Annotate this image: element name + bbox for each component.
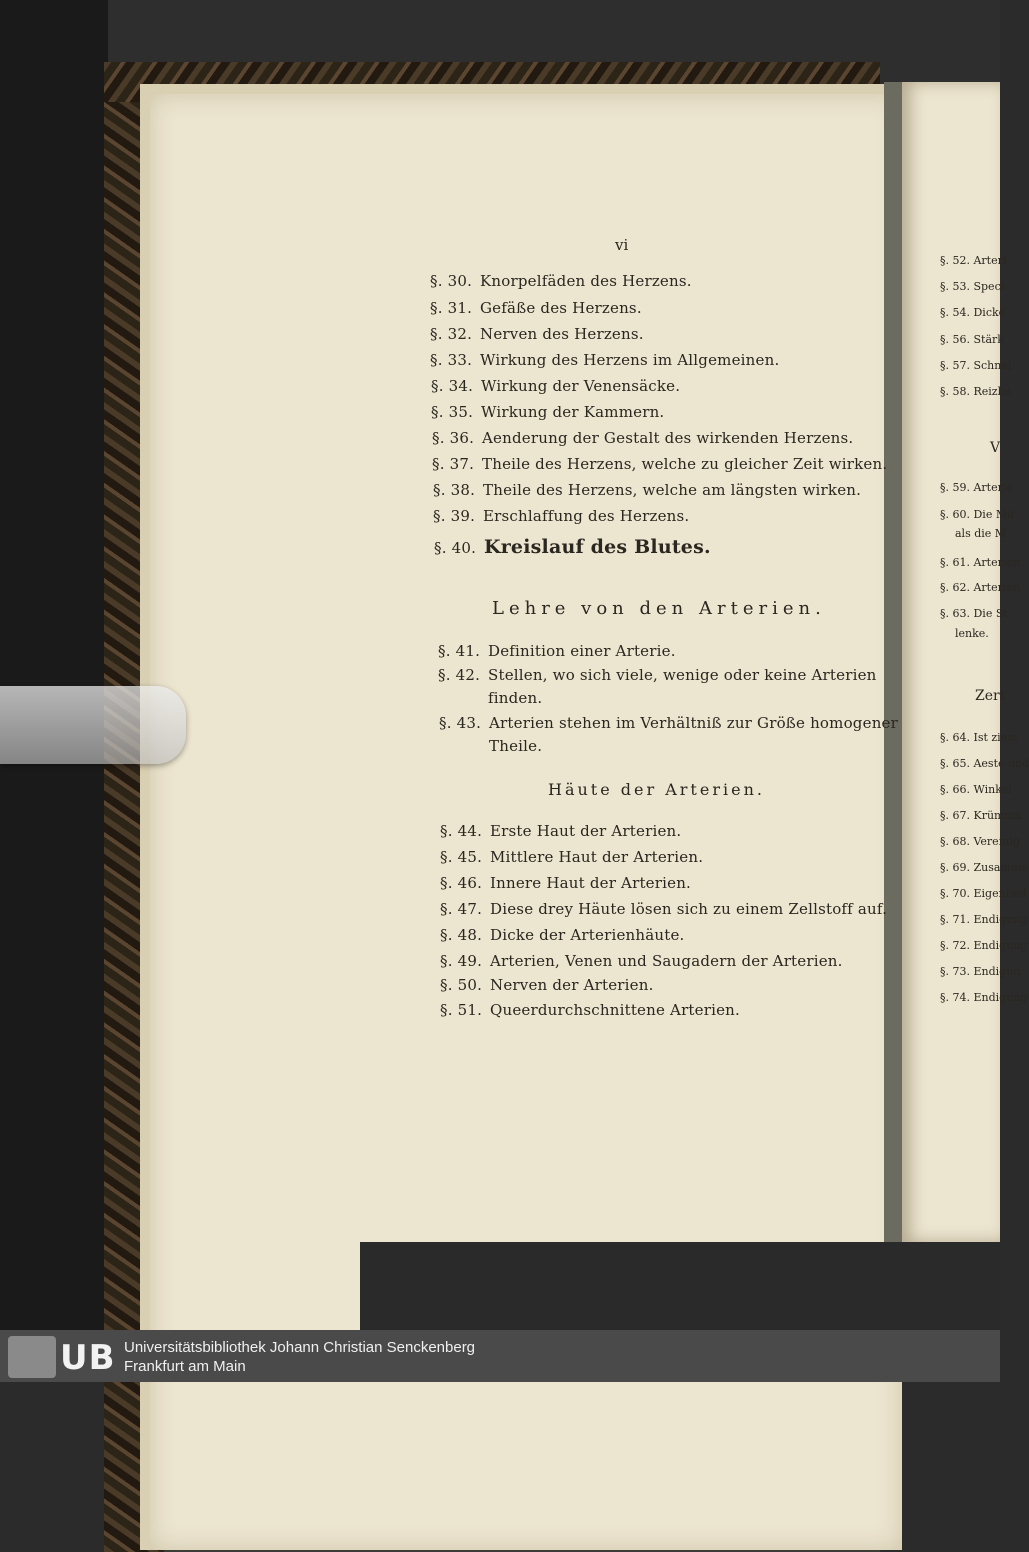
library-name: Universitätsbibliothek Johann Christian Senckenberg: [124, 1339, 476, 1356]
dark-background-bottom: [360, 1242, 1000, 1330]
section-title: Wirkung der Kammern.: [481, 403, 665, 421]
toc-entry: [432, 429, 853, 447]
facing-page-entry: §. 53. Speci: [940, 280, 1005, 293]
section-number: §. 37.: [432, 455, 475, 473]
toc-entry: [440, 848, 703, 866]
toc-entry: [440, 822, 681, 840]
section-title: Aenderung der Gestalt des wirkenden Herzens.: [482, 429, 854, 447]
section-title: Theile des Herzens, welche zu gleicher Zeit wirken.: [482, 455, 888, 473]
page-number: vi: [615, 236, 629, 254]
section-number: §. 49.: [440, 952, 483, 970]
facing-page-entry: §. 63. Die St: [940, 607, 1008, 620]
section-title: Stellen, wo sich viele, wenige oder keine Arterien: [488, 666, 877, 684]
facing-page-entry: §. 73. Endigun: [940, 965, 1021, 978]
section-title: Wirkung des Herzens im Allgemeinen.: [480, 351, 780, 369]
toc-entry: [440, 900, 887, 918]
toc-entry: [430, 351, 779, 369]
section-heading: Lehre von den Arterien.: [492, 598, 826, 619]
facing-page-entry: §. 52. Arteri: [940, 254, 1007, 267]
section-number: §. 47.: [440, 900, 483, 918]
section-number: §. 41.: [438, 642, 481, 660]
toc-entry: [440, 926, 685, 944]
facing-page-entry-continuation: lenke.: [955, 627, 989, 640]
section-title: Dicke der Arterienhäute.: [490, 926, 685, 944]
section-number: §. 44.: [440, 822, 483, 840]
section-title: Knorpelfäden des Herzens.: [480, 272, 692, 290]
section-title: Definition einer Arterie.: [488, 642, 676, 660]
toc-entry-continuation: [438, 689, 542, 707]
toc-entry: [431, 403, 664, 421]
facing-page-entry: §. 68. Vereinig: [940, 835, 1020, 848]
section-title: Erste Haut der Arterien.: [490, 822, 682, 840]
facing-page-entry: §. 74. Endigung: [940, 991, 1028, 1004]
toc-entry: [440, 976, 654, 994]
toc-entry: [440, 952, 843, 970]
section-title: Theile.: [489, 737, 543, 755]
facing-page-entry: §. 56. Stärk: [940, 333, 1004, 346]
toc-entry: [430, 272, 692, 290]
facing-page-entry: §. 61. Arterien: [940, 556, 1020, 569]
section-number: §. 51.: [440, 1001, 483, 1019]
facing-page-entry: §. 54. Dicke: [940, 306, 1006, 319]
facing-page-entry: §. 60. Die Mü: [940, 508, 1015, 521]
library-location: Frankfurt am Main: [124, 1358, 246, 1375]
section-number: §. 33.: [430, 351, 473, 369]
toc-entry: [434, 536, 711, 558]
section-number: §. 35.: [431, 403, 474, 421]
section-title: Nerven der Arterien.: [490, 976, 654, 994]
section-number: §. 50.: [440, 976, 483, 994]
section-number: §. 36.: [432, 429, 475, 447]
section-title: Queerdurchschnittene Arterien.: [490, 1001, 741, 1019]
section-number: §. 30.: [430, 272, 473, 290]
section-title: Erschlaffung des Herzens.: [483, 507, 690, 525]
section-title: Kreislauf des Blutes.: [484, 536, 711, 558]
section-number: §. 31.: [430, 299, 473, 317]
toc-entry: [438, 666, 877, 684]
toc-entry: [431, 377, 680, 395]
section-number: §. 42.: [438, 666, 481, 684]
facing-page-entry: §. 67. Krümmu: [940, 809, 1022, 822]
facing-page-entry: §. 64. Ist ziem: [940, 731, 1018, 744]
section-title: Arterien stehen im Verhältniß zur Größe homogener: [489, 714, 898, 732]
facing-page-entry: §. 57. Schnel: [940, 359, 1012, 372]
section-number: §. 45.: [440, 848, 483, 866]
section-heading: Häute der Arterien.: [548, 780, 765, 799]
section-title: Gefäße des Herzens.: [480, 299, 642, 317]
toc-entry: [430, 325, 644, 343]
section-number: §. 34.: [431, 377, 474, 395]
toc-entry: [440, 1001, 740, 1019]
section-number: §. 38.: [433, 481, 476, 499]
toc-entry: [432, 455, 887, 473]
section-title: Innere Haut der Arterien.: [490, 874, 692, 892]
section-title: Arterien, Venen und Saugadern der Arterien.: [490, 952, 843, 970]
section-title: finden.: [488, 689, 543, 707]
section-number: §. 43.: [439, 714, 482, 732]
toc-entry: [439, 714, 898, 732]
toc-entry: [440, 874, 691, 892]
facing-page-heading: V: [990, 440, 1001, 456]
section-title: Mittlere Haut der Arterien.: [490, 848, 704, 866]
facing-page-entry: §. 62. Arterien: [940, 581, 1020, 594]
toc-entry: [430, 299, 642, 317]
facing-page-entry-continuation: als die M: [955, 527, 1007, 540]
portrait-logo-icon: [8, 1336, 56, 1378]
dark-background-left: [0, 0, 108, 1330]
facing-page-entry: §. 59. Arterie: [940, 481, 1013, 494]
facing-page-entry: §. 58. Reizba: [940, 385, 1012, 398]
section-title: Nerven des Herzens.: [480, 325, 644, 343]
section-number: §. 48.: [440, 926, 483, 944]
facing-page-entry: §. 72. Endigung: [940, 939, 1028, 952]
toc-entry: [433, 507, 689, 525]
facing-page-entry: §. 71. Endigung: [940, 913, 1028, 926]
facing-page-entry: §. 69. Zusamme: [940, 861, 1028, 874]
toc-entry: [433, 481, 861, 499]
acrylic-page-holder: [0, 686, 186, 764]
section-number: §. 32.: [430, 325, 473, 343]
section-number: §. 46.: [440, 874, 483, 892]
section-title: Theile des Herzens, welche am längsten wirken.: [483, 481, 862, 499]
section-number: §. 39.: [433, 507, 476, 525]
facing-page-entry: §. 66. Winkel: [940, 783, 1012, 796]
facing-page-entry: §. 70. Eigenheit: [940, 887, 1028, 900]
section-number: §. 40.: [434, 539, 477, 557]
facing-page-heading: Zert: [975, 688, 1006, 704]
toc-entry-continuation: [439, 737, 542, 755]
section-title: Diese drey Häute lösen sich zu einem Zellstoff auf.: [490, 900, 888, 918]
toc-entry: [438, 642, 676, 660]
library-logo: UB: [60, 1338, 116, 1378]
section-title: Wirkung der Venensäcke.: [481, 377, 681, 395]
facing-page-entry: §. 65. Aeste und: [940, 757, 1029, 770]
